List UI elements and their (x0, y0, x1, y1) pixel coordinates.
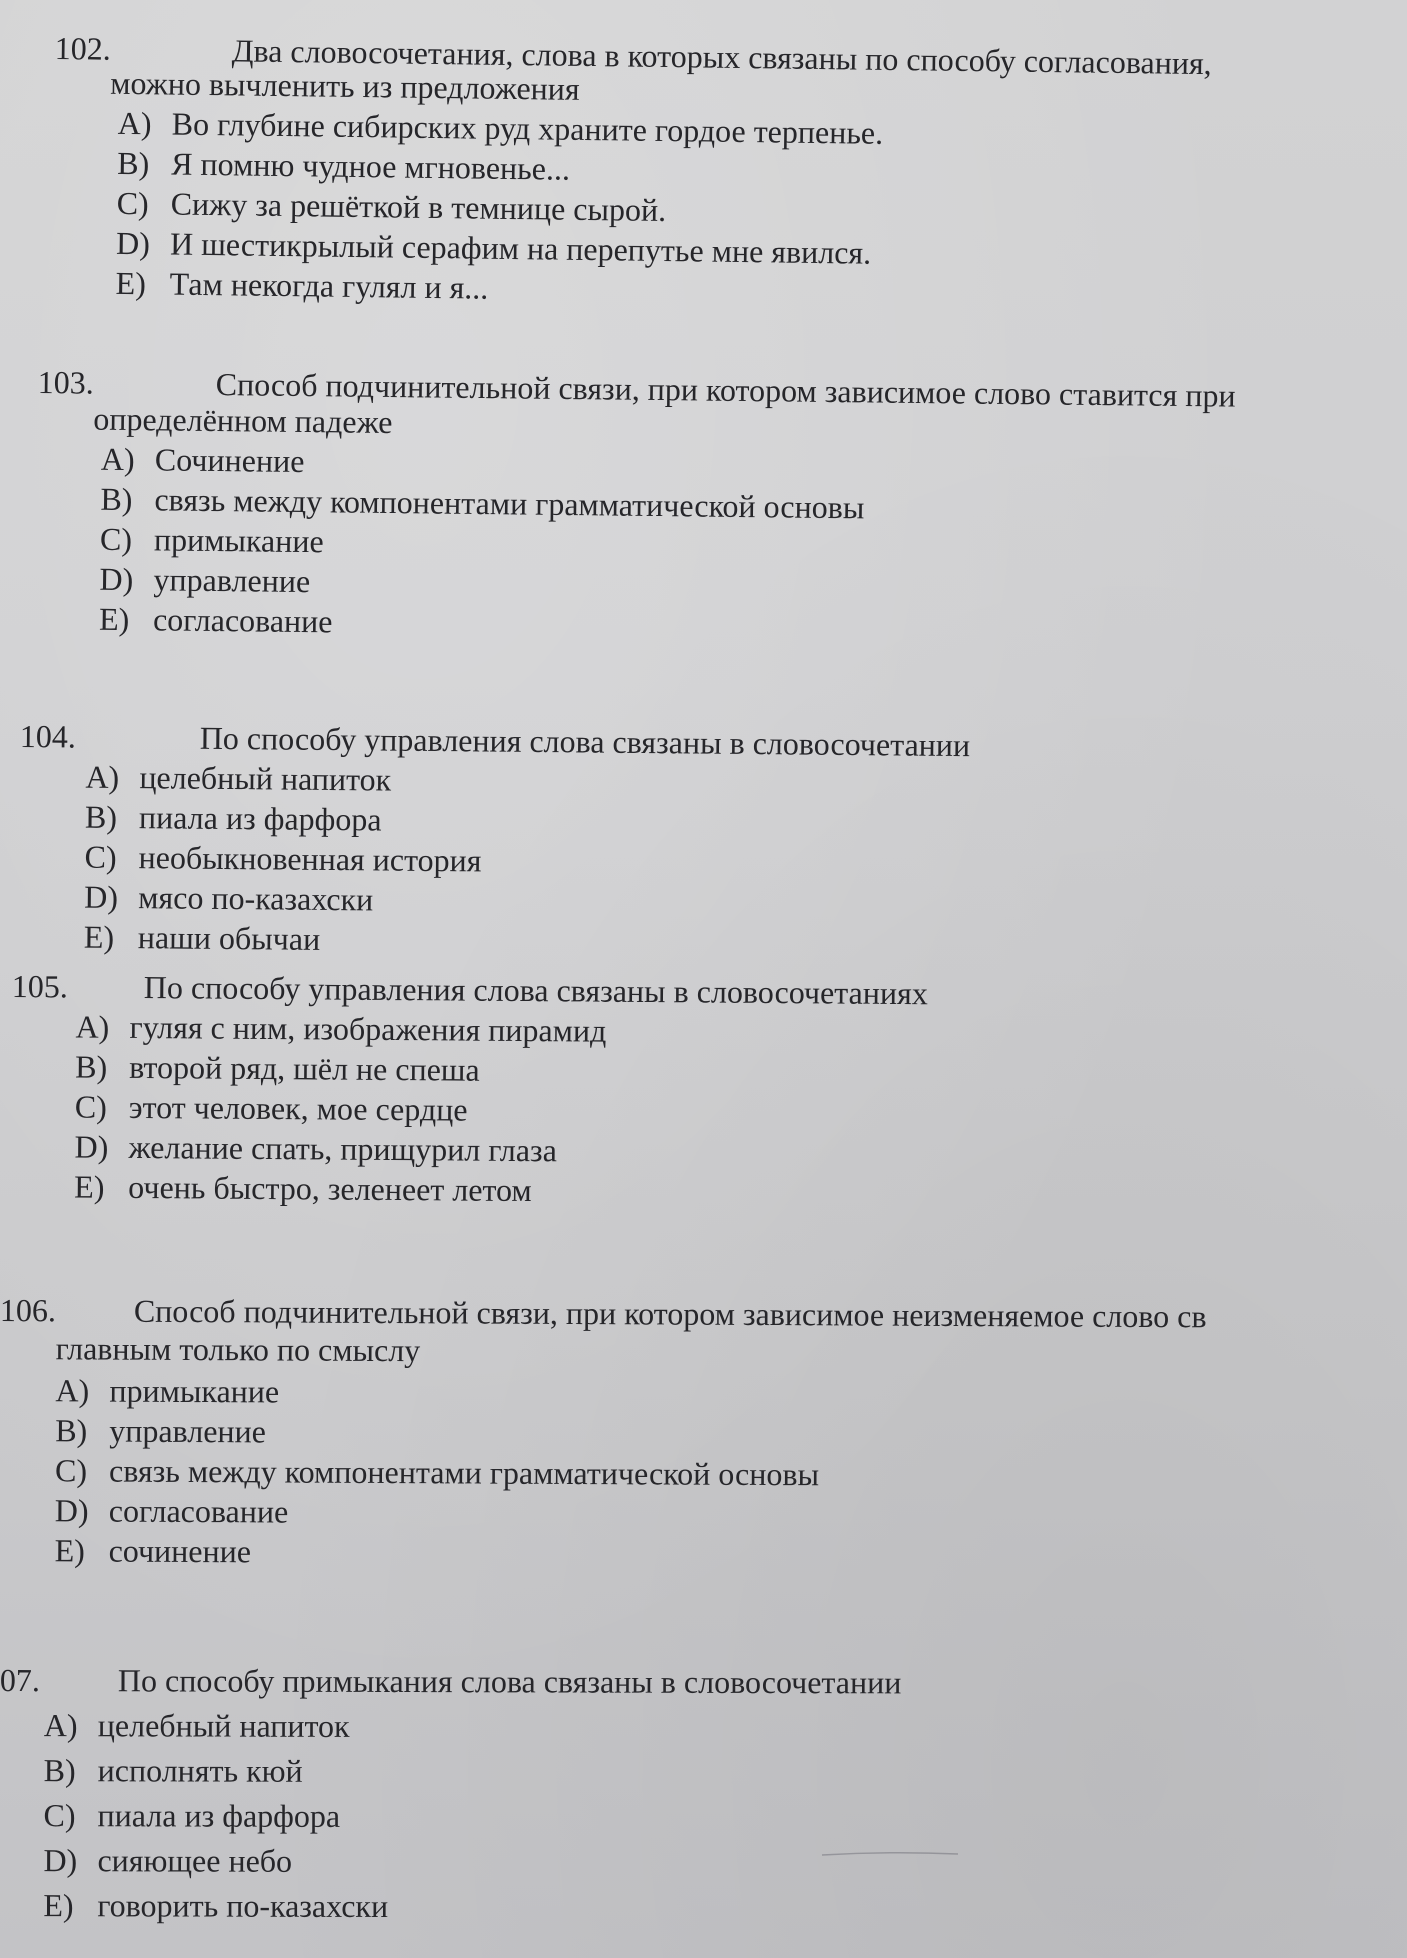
answer-option-d[interactable] (43, 1838, 388, 1884)
answer-option-a[interactable] (75, 1007, 606, 1051)
answer-options (18, 756, 483, 960)
answer-option-e[interactable] (55, 1530, 819, 1574)
option-letter: E) (54, 1532, 85, 1569)
question-text: По способу управления слова связаны в словосочетании (199, 719, 971, 764)
answer-option-c[interactable] (75, 1086, 606, 1130)
option-text: желание спать, прищурил глаза (128, 1128, 558, 1169)
question-text: По способу примыкания слова связаны в словосочетании (117, 1662, 902, 1701)
question-number: 105. (11, 967, 68, 1005)
answer-option-e[interactable] (99, 599, 863, 648)
pencil-stroke-mark (820, 1850, 960, 1858)
answer-options (51, 102, 883, 313)
option-letter: C) (43, 1797, 76, 1834)
option-letter: A) (100, 440, 135, 478)
question-105 (10, 966, 928, 1211)
option-letter: A) (75, 1008, 110, 1045)
option-text: управление (153, 561, 311, 600)
answer-option-e[interactable] (84, 917, 481, 961)
option-text: очень быстро, зеленеет летом (128, 1168, 532, 1209)
option-text: этот человек, мое сердце (128, 1088, 468, 1128)
question-104 (18, 716, 971, 960)
answer-option-b[interactable] (75, 1047, 606, 1091)
answer-option-a[interactable] (85, 757, 482, 801)
option-letter: A) (85, 758, 120, 795)
answer-option-d[interactable] (84, 877, 481, 921)
option-letter: B) (75, 1048, 108, 1085)
answer-option-b[interactable] (85, 797, 482, 841)
option-text: примыкание (153, 521, 324, 560)
option-text: наши обычаи (137, 919, 321, 957)
option-text: Во глубине сибирских руд храните гордое терпенье. (171, 105, 884, 151)
question-text-continuation: можно вычленить из предложения (110, 64, 580, 107)
option-letter: C) (54, 1452, 88, 1489)
answer-option-c[interactable] (55, 1450, 819, 1494)
option-text: связь между компонентами грамматической основы (154, 481, 865, 526)
option-text: второй ряд, шёл не спеша (129, 1048, 480, 1088)
option-text: целебный напиток (139, 759, 392, 798)
answer-options (0, 1370, 820, 1574)
option-text: согласование (108, 1492, 289, 1530)
option-text: пиала из фарфора (97, 1797, 341, 1834)
option-text: управление (109, 1412, 266, 1450)
question-text: Способ подчинительной связи, при котором зависимое слово ставится при (215, 366, 1236, 414)
answer-option-b[interactable] (44, 1748, 389, 1794)
option-letter: A) (43, 1707, 78, 1744)
question-102 (51, 28, 1212, 313)
option-text: пиала из фарфора (138, 799, 382, 838)
question-header (0, 1290, 1207, 1335)
option-text: необыкновенная история (138, 839, 482, 879)
question-106 (0, 1290, 1207, 1574)
answer-option-b[interactable] (55, 1410, 819, 1454)
question-header (11, 966, 928, 1012)
question-header (0, 1658, 902, 1704)
option-letter: E) (115, 264, 147, 302)
option-letter: B) (84, 798, 118, 835)
option-letter: C) (74, 1088, 108, 1125)
answer-option-d[interactable] (74, 1126, 605, 1170)
option-text: И шестикрылый серафим на перепутье мне явился. (169, 225, 872, 271)
answer-option-c[interactable] (84, 837, 481, 881)
question-text: По способу управления слова связаны в словосочетаниях (143, 969, 928, 1012)
answer-option-d[interactable] (55, 1490, 819, 1534)
option-letter: A) (117, 104, 152, 142)
option-letter: B) (117, 144, 150, 182)
question-number: 104. (19, 717, 76, 755)
answer-option-a[interactable] (55, 1370, 819, 1414)
option-text: связь между компонентами грамматической основы (108, 1452, 820, 1493)
option-letter: D) (99, 560, 134, 598)
answer-options (0, 1703, 389, 1929)
option-letter: D) (74, 1128, 109, 1165)
option-letter: B) (100, 480, 133, 518)
answer-option-e[interactable] (74, 1166, 605, 1210)
option-text: Там некогда гулял и я... (169, 265, 489, 306)
question-number: 106. (0, 1292, 56, 1329)
question-header (19, 716, 971, 764)
option-text: гуляя с ним, изображения пирамид (129, 1008, 607, 1049)
option-letter: E) (98, 600, 130, 638)
option-letter: B) (43, 1752, 76, 1789)
option-text: целебный напиток (97, 1707, 350, 1744)
option-letter: D) (84, 878, 119, 915)
answer-option-a[interactable] (44, 1703, 389, 1749)
option-letter: D) (115, 224, 151, 262)
question-number: 102. (54, 29, 111, 67)
option-text: согласование (152, 601, 333, 640)
question-103 (35, 362, 1236, 647)
option-text: сочинение (108, 1532, 252, 1570)
option-letter: A) (55, 1372, 90, 1409)
question-text-continuation: определённом падеже (93, 400, 393, 441)
question-text: Два словосочетания, слова в которых связаны по способу согласования, (231, 32, 1212, 82)
option-letter: C) (99, 520, 133, 558)
question-number: 103. (37, 363, 94, 401)
option-text: исполнять кюй (97, 1752, 303, 1789)
option-letter: E) (74, 1168, 105, 1205)
option-letter: E) (43, 1887, 74, 1924)
option-letter: B) (55, 1412, 88, 1449)
option-text: говорить по-казахски (97, 1887, 389, 1925)
option-text: сияющее небо (97, 1842, 293, 1879)
option-text: Сижу за решёткой в темнице сырой. (170, 185, 667, 229)
option-letter: C) (84, 838, 117, 875)
answer-options (35, 438, 865, 647)
option-letter: D) (43, 1842, 78, 1879)
answer-option-c[interactable] (44, 1793, 389, 1839)
question-number: 07. (0, 1662, 40, 1699)
option-text: примыкание (109, 1372, 280, 1410)
option-letter: E) (83, 918, 115, 955)
option-letter: D) (54, 1492, 89, 1529)
question-107 (0, 1658, 902, 1929)
answer-option-e[interactable] (43, 1883, 388, 1929)
answer-options (10, 1006, 606, 1211)
option-text: Сочинение (154, 441, 305, 480)
question-text: Способ подчинительной связи, при котором зависимое неизменяемое слово св (133, 1292, 1207, 1335)
option-text: Я помню чудное мгновенье... (171, 145, 571, 187)
option-text: мясо по-казахски (138, 879, 374, 918)
question-text-continuation: главным только по смыслу (55, 1330, 421, 1369)
option-letter: C) (116, 184, 149, 222)
